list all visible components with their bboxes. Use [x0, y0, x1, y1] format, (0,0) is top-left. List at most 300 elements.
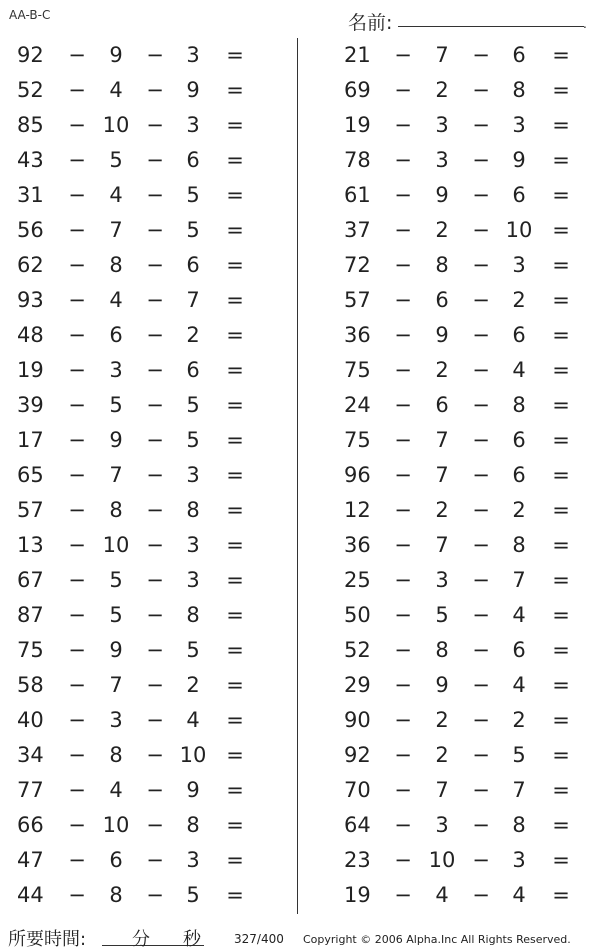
subtrahend-2: 5: [186, 393, 200, 417]
problem-row: [330, 213, 600, 248]
minus-sign: −: [146, 848, 164, 872]
problem-row: [0, 108, 270, 143]
minus-sign: −: [394, 288, 412, 312]
equals-sign: =: [226, 463, 244, 487]
subtrahend-2: 8: [512, 78, 526, 102]
problem-row: [330, 283, 600, 318]
minus-sign: −: [472, 883, 490, 907]
left-problem-column: [0, 38, 270, 913]
minuend: 17: [17, 428, 44, 452]
problem-row: [330, 143, 600, 178]
subtrahend-1: 5: [109, 393, 123, 417]
subtrahend-2: 3: [512, 113, 526, 137]
problem-row: [0, 458, 270, 493]
right-problem-column: [330, 38, 600, 913]
subtrahend-1: 8: [109, 883, 123, 907]
minus-sign: −: [394, 218, 412, 242]
subtrahend-2: 6: [186, 148, 200, 172]
equals-sign: =: [226, 393, 244, 417]
subtrahend-2: 9: [186, 78, 200, 102]
minuend: 44: [17, 883, 44, 907]
minuend: 61: [344, 183, 371, 207]
problem-row: [0, 283, 270, 318]
equals-sign: =: [552, 568, 570, 592]
minus-sign: −: [394, 568, 412, 592]
minuend: 12: [344, 498, 371, 522]
subtrahend-2: 3: [186, 568, 200, 592]
equals-sign: =: [552, 848, 570, 872]
subtrahend-2: 8: [186, 813, 200, 837]
minus-sign: −: [472, 708, 490, 732]
minus-sign: −: [394, 183, 412, 207]
subtrahend-2: 2: [512, 498, 526, 522]
problem-row: [0, 213, 270, 248]
equals-sign: =: [226, 533, 244, 557]
subtrahend-1: 4: [109, 778, 123, 802]
subtrahend-1: 4: [109, 78, 123, 102]
subtrahend-2: 6: [512, 428, 526, 452]
subtrahend-1: 5: [109, 148, 123, 172]
copyright-notice: Copyright © 2006 Alpha.Inc All Rights Reserved.: [303, 933, 571, 946]
equals-sign: =: [226, 708, 244, 732]
subtrahend-2: 5: [512, 743, 526, 767]
minus-sign: −: [68, 78, 86, 102]
page-number: 327/400: [234, 932, 284, 946]
minuend: 90: [344, 708, 371, 732]
problem-row: [330, 458, 600, 493]
minuend: 25: [344, 568, 371, 592]
minuend: 92: [17, 43, 44, 67]
subtrahend-1: 5: [435, 603, 449, 627]
minuend: 29: [344, 673, 371, 697]
equals-sign: =: [552, 393, 570, 417]
minus-sign: −: [472, 638, 490, 662]
problem-row: [0, 143, 270, 178]
equals-sign: =: [226, 883, 244, 907]
minus-sign: −: [394, 673, 412, 697]
minus-sign: −: [472, 673, 490, 697]
subtrahend-1: 3: [435, 813, 449, 837]
minuend: 37: [344, 218, 371, 242]
column-divider: [297, 38, 298, 914]
minus-sign: −: [68, 218, 86, 242]
equals-sign: =: [226, 813, 244, 837]
minus-sign: −: [394, 778, 412, 802]
minus-sign: −: [472, 113, 490, 137]
problem-row: [330, 73, 600, 108]
problem-row: [0, 773, 270, 808]
minus-sign: −: [146, 218, 164, 242]
worksheet-code: AA-B-C: [9, 8, 51, 22]
equals-sign: =: [226, 288, 244, 312]
minus-sign: −: [394, 603, 412, 627]
minus-sign: −: [68, 743, 86, 767]
problem-row: [0, 178, 270, 213]
minus-sign: −: [146, 78, 164, 102]
problem-row: [330, 703, 600, 738]
equals-sign: =: [552, 78, 570, 102]
minuend: 57: [17, 498, 44, 522]
minuend: 13: [17, 533, 44, 557]
minuend: 48: [17, 323, 44, 347]
minus-sign: −: [394, 533, 412, 557]
subtrahend-1: 3: [109, 358, 123, 382]
subtrahend-1: 4: [109, 183, 123, 207]
problem-row: [330, 108, 600, 143]
equals-sign: =: [552, 113, 570, 137]
subtrahend-2: 5: [186, 218, 200, 242]
equals-sign: =: [226, 218, 244, 242]
minus-sign: −: [394, 883, 412, 907]
equals-sign: =: [552, 253, 570, 277]
minuend: 23: [344, 848, 371, 872]
minuend: 19: [344, 883, 371, 907]
subtrahend-2: 5: [186, 638, 200, 662]
subtrahend-2: 6: [186, 253, 200, 277]
subtrahend-1: 8: [109, 743, 123, 767]
minus-sign: −: [472, 393, 490, 417]
minus-sign: −: [146, 743, 164, 767]
subtrahend-1: 4: [109, 288, 123, 312]
minus-sign: −: [146, 358, 164, 382]
name-label: 名前:: [348, 12, 393, 34]
minus-sign: −: [68, 253, 86, 277]
minus-sign: −: [472, 288, 490, 312]
subtrahend-2: 8: [512, 813, 526, 837]
subtrahend-1: 6: [109, 323, 123, 347]
equals-sign: =: [552, 218, 570, 242]
minus-sign: −: [146, 813, 164, 837]
minuend: 67: [17, 568, 44, 592]
subtrahend-2: 8: [512, 533, 526, 557]
problem-row: [330, 773, 600, 808]
minuend: 62: [17, 253, 44, 277]
problem-row: [0, 388, 270, 423]
time-required-label: 所要時間:: [8, 929, 87, 950]
minuend: 69: [344, 78, 371, 102]
minus-sign: −: [472, 848, 490, 872]
minus-sign: −: [394, 708, 412, 732]
equals-sign: =: [226, 428, 244, 452]
equals-sign: =: [226, 638, 244, 662]
minus-sign: −: [146, 638, 164, 662]
subtrahend-2: 3: [186, 848, 200, 872]
problem-row: [330, 423, 600, 458]
minus-sign: −: [146, 778, 164, 802]
subtrahend-1: 7: [109, 218, 123, 242]
minus-sign: −: [146, 43, 164, 67]
subtrahend-1: 7: [435, 463, 449, 487]
subtrahend-2: 3: [512, 848, 526, 872]
minus-sign: −: [68, 428, 86, 452]
minus-sign: −: [68, 813, 86, 837]
subtrahend-1: 6: [109, 848, 123, 872]
minuend: 39: [17, 393, 44, 417]
minus-sign: −: [68, 323, 86, 347]
subtrahend-2: 3: [186, 533, 200, 557]
equals-sign: =: [552, 708, 570, 732]
minus-sign: −: [146, 323, 164, 347]
subtrahend-2: 2: [186, 323, 200, 347]
problem-row: [330, 633, 600, 668]
minus-sign: −: [146, 113, 164, 137]
minuend: 56: [17, 218, 44, 242]
minus-sign: −: [394, 463, 412, 487]
equals-sign: =: [226, 253, 244, 277]
subtrahend-2: 9: [512, 148, 526, 172]
minus-sign: −: [394, 428, 412, 452]
subtrahend-2: 8: [186, 603, 200, 627]
equals-sign: =: [552, 673, 570, 697]
equals-sign: =: [552, 463, 570, 487]
problem-row: [0, 73, 270, 108]
minus-sign: −: [68, 43, 86, 67]
minus-sign: −: [68, 393, 86, 417]
equals-sign: =: [552, 183, 570, 207]
minus-sign: −: [68, 183, 86, 207]
problem-row: [0, 738, 270, 773]
minus-sign: −: [68, 708, 86, 732]
equals-sign: =: [552, 778, 570, 802]
minus-sign: −: [394, 43, 412, 67]
minus-sign: −: [68, 673, 86, 697]
minus-sign: −: [146, 883, 164, 907]
minus-sign: −: [394, 253, 412, 277]
problem-row: [330, 808, 600, 843]
subtrahend-2: 6: [512, 638, 526, 662]
minus-sign: −: [146, 498, 164, 522]
minuend: 36: [344, 533, 371, 557]
equals-sign: =: [552, 43, 570, 67]
minuend: 52: [344, 638, 371, 662]
minus-sign: −: [68, 463, 86, 487]
subtrahend-2: 9: [186, 778, 200, 802]
subtrahend-1: 5: [109, 568, 123, 592]
minus-sign: −: [146, 708, 164, 732]
equals-sign: =: [552, 603, 570, 627]
minus-sign: −: [68, 358, 86, 382]
subtrahend-2: 7: [512, 568, 526, 592]
subtrahend-1: 8: [109, 253, 123, 277]
minus-sign: −: [394, 813, 412, 837]
minus-sign: −: [472, 148, 490, 172]
minus-sign: −: [146, 183, 164, 207]
problem-row: [0, 563, 270, 598]
problem-row: [330, 528, 600, 563]
minus-sign: −: [472, 813, 490, 837]
problem-row: [0, 38, 270, 73]
subtrahend-1: 3: [435, 113, 449, 137]
minuend: 92: [344, 743, 371, 767]
minus-sign: −: [146, 533, 164, 557]
minuend: 52: [17, 78, 44, 102]
minus-sign: −: [472, 463, 490, 487]
minuend: 75: [17, 638, 44, 662]
problem-row: [330, 353, 600, 388]
minus-sign: −: [472, 743, 490, 767]
name-field-line[interactable]: [398, 26, 584, 27]
minus-sign: −: [146, 393, 164, 417]
minuend: 96: [344, 463, 371, 487]
subtrahend-1: 9: [435, 183, 449, 207]
subtrahend-1: 7: [435, 428, 449, 452]
subtrahend-1: 10: [102, 113, 130, 137]
minus-sign: −: [68, 848, 86, 872]
minus-sign: −: [146, 148, 164, 172]
subtrahend-2: 2: [512, 288, 526, 312]
subtrahend-2: 8: [512, 393, 526, 417]
problem-row: [0, 808, 270, 843]
subtrahend-2: 8: [186, 498, 200, 522]
subtrahend-1: 9: [109, 43, 123, 67]
minus-sign: −: [68, 113, 86, 137]
minuend: 19: [344, 113, 371, 137]
minuend: 58: [17, 673, 44, 697]
equals-sign: =: [552, 533, 570, 557]
problem-row: [330, 318, 600, 353]
minuend: 57: [344, 288, 371, 312]
subtrahend-2: 4: [186, 708, 200, 732]
problem-row: [0, 493, 270, 528]
minuend: 50: [344, 603, 371, 627]
minuend: 78: [344, 148, 371, 172]
minus-sign: −: [68, 778, 86, 802]
subtrahend-1: 6: [435, 288, 449, 312]
seconds-label: 秒: [183, 929, 201, 950]
minus-sign: −: [472, 533, 490, 557]
equals-sign: =: [226, 743, 244, 767]
minus-sign: −: [146, 673, 164, 697]
subtrahend-1: 9: [435, 323, 449, 347]
equals-sign: =: [226, 568, 244, 592]
equals-sign: =: [226, 498, 244, 522]
problem-row: [330, 668, 600, 703]
subtrahend-1: 9: [435, 673, 449, 697]
equals-sign: =: [226, 778, 244, 802]
problem-row: [0, 703, 270, 738]
minus-sign: −: [394, 148, 412, 172]
minus-sign: −: [472, 568, 490, 592]
problem-row: [0, 843, 270, 878]
equals-sign: =: [226, 603, 244, 627]
subtrahend-1: 5: [109, 603, 123, 627]
subtrahend-1: 7: [435, 778, 449, 802]
minuend: 64: [344, 813, 371, 837]
subtrahend-2: 5: [186, 183, 200, 207]
subtrahend-2: 6: [512, 463, 526, 487]
subtrahend-2: 3: [186, 43, 200, 67]
problem-row: [330, 178, 600, 213]
equals-sign: =: [552, 883, 570, 907]
subtrahend-1: 6: [435, 393, 449, 417]
subtrahend-1: 10: [102, 533, 130, 557]
minus-sign: −: [472, 778, 490, 802]
minus-sign: −: [68, 148, 86, 172]
equals-sign: =: [552, 288, 570, 312]
equals-sign: =: [226, 848, 244, 872]
minus-sign: −: [146, 603, 164, 627]
minus-sign: −: [472, 603, 490, 627]
minus-sign: −: [472, 78, 490, 102]
subtrahend-1: 2: [435, 218, 449, 242]
minus-sign: −: [68, 533, 86, 557]
subtrahend-2: 4: [512, 883, 526, 907]
equals-sign: =: [226, 43, 244, 67]
subtrahend-2: 5: [186, 883, 200, 907]
problem-row: [0, 423, 270, 458]
minus-sign: −: [394, 358, 412, 382]
minus-sign: −: [472, 218, 490, 242]
minuend: 65: [17, 463, 44, 487]
equals-sign: =: [226, 323, 244, 347]
subtrahend-2: 6: [186, 358, 200, 382]
minus-sign: −: [68, 883, 86, 907]
subtrahend-2: 4: [512, 358, 526, 382]
problem-row: [330, 598, 600, 633]
subtrahend-1: 2: [435, 78, 449, 102]
subtrahend-1: 8: [435, 253, 449, 277]
minus-sign: −: [394, 638, 412, 662]
minus-sign: −: [394, 848, 412, 872]
subtrahend-2: 4: [512, 673, 526, 697]
subtrahend-1: 4: [435, 883, 449, 907]
minuend: 87: [17, 603, 44, 627]
minus-sign: −: [68, 288, 86, 312]
minus-sign: −: [146, 568, 164, 592]
minuend: 93: [17, 288, 44, 312]
equals-sign: =: [552, 813, 570, 837]
minus-sign: −: [394, 323, 412, 347]
subtrahend-2: 3: [186, 463, 200, 487]
subtrahend-2: 6: [512, 323, 526, 347]
minus-sign: −: [146, 288, 164, 312]
subtrahend-2: 7: [186, 288, 200, 312]
minutes-label: 分: [132, 929, 150, 950]
subtrahend-1: 7: [109, 673, 123, 697]
minus-sign: −: [394, 113, 412, 137]
problem-row: [330, 388, 600, 423]
minuend: 75: [344, 358, 371, 382]
subtrahend-1: 3: [109, 708, 123, 732]
minus-sign: −: [472, 43, 490, 67]
name-line-dot: .: [583, 17, 587, 31]
subtrahend-1: 9: [109, 428, 123, 452]
minus-sign: −: [394, 393, 412, 417]
equals-sign: =: [226, 113, 244, 137]
minus-sign: −: [472, 253, 490, 277]
minuend: 77: [17, 778, 44, 802]
problem-row: [0, 633, 270, 668]
problem-row: [0, 598, 270, 633]
minus-sign: −: [146, 463, 164, 487]
problem-row: [0, 353, 270, 388]
subtrahend-1: 2: [435, 708, 449, 732]
equals-sign: =: [226, 78, 244, 102]
problem-row: [330, 563, 600, 598]
subtrahend-1: 10: [428, 848, 456, 872]
minus-sign: −: [68, 498, 86, 522]
subtrahend-1: 8: [109, 498, 123, 522]
equals-sign: =: [552, 743, 570, 767]
minus-sign: −: [146, 253, 164, 277]
subtrahend-1: 2: [435, 498, 449, 522]
problem-row: [330, 738, 600, 773]
minus-sign: −: [394, 498, 412, 522]
subtrahend-2: 2: [186, 673, 200, 697]
problem-row: [330, 878, 600, 913]
minuend: 66: [17, 813, 44, 837]
minuend: 19: [17, 358, 44, 382]
